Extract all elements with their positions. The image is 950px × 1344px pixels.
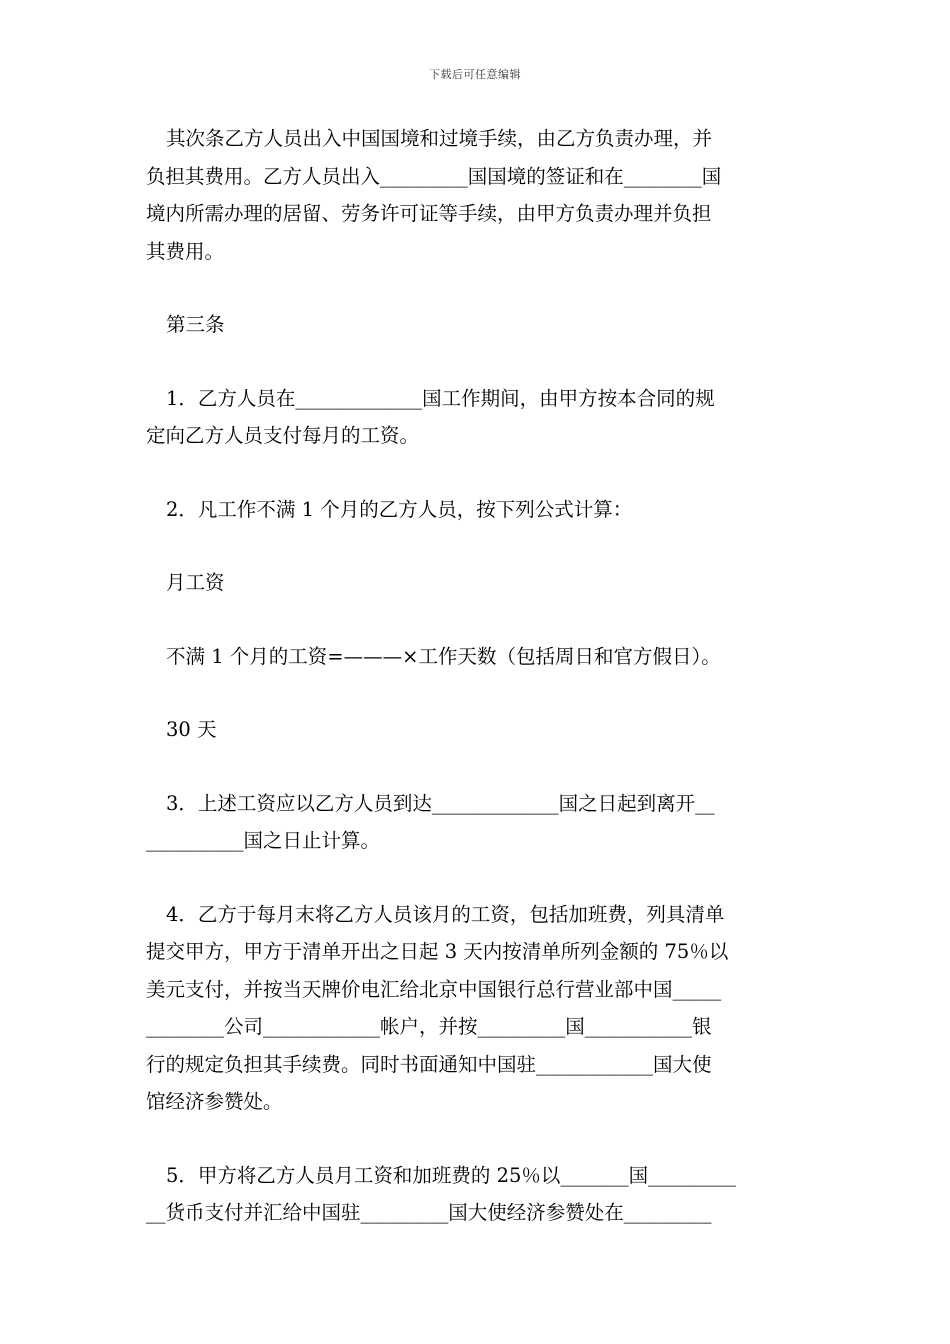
text-line: 美元支付，并按当天牌价电汇给北京中国银行总行营业部中国_____ <box>146 977 722 1001</box>
text-line: 馆经济参赞处。 <box>146 1090 283 1113</box>
text-line: 5．甲方将乙方人员月工资和加班费的 25％以_______国_________ <box>166 1163 736 1187</box>
text-line: 负担其费用。乙方人员出入_________国国境的签证和在________国 <box>146 164 722 188</box>
text-line: 其次条乙方人员出入中国国境和过境手续，由乙方负责办理，并 <box>166 127 713 150</box>
formula-denominator <box>146 711 808 749</box>
text-line: __货币支付并汇给中国驻_________国大使经济参赞处在_________ <box>146 1201 712 1224</box>
paragraph-item-3 <box>146 785 808 860</box>
text-line: 不满 1 个月的工资=———×工作天数（包括周日和官方假日）。 <box>166 644 721 668</box>
text-line: __________国之日止计算。 <box>146 829 381 852</box>
text-line: 定向乙方人员支付每月的工资。 <box>146 424 420 447</box>
text-line: 第三条 <box>166 313 225 336</box>
text-line: 境内所需办理的居留、劳务许可证等手续，由甲方负责办理并负担 <box>146 202 712 225</box>
formula-numerator <box>146 564 808 602</box>
text-line: 行的规定负担其手续费。同时书面通知中国驻____________国大使 <box>146 1052 712 1076</box>
paragraph-item-1 <box>146 380 808 455</box>
text-line: 30 天 <box>166 718 217 741</box>
text-line: 月工资 <box>166 571 225 594</box>
text-line: ________公司____________帐户，并按_________国___________银 <box>146 1015 712 1038</box>
text-line: 1．乙方人员在_____________国工作期间，由甲方按本合同的规 <box>166 386 715 410</box>
paragraph-item-2 <box>146 491 808 529</box>
paragraph-visa-procedures <box>146 120 808 270</box>
paragraph-item-5 <box>146 1157 808 1232</box>
text-line: 2．凡工作不满 1 个月的乙方人员，按下列公式计算： <box>166 497 633 521</box>
text-line: 其费用。 <box>146 239 225 263</box>
paragraph-item-4 <box>146 896 808 1121</box>
text-line: 4．乙方于每月末将乙方人员该月的工资，包括加班费，列具清单 <box>166 902 725 926</box>
text-line: 提交甲方，甲方于清单开出之日起 3 天内按清单所列金额的 75％以 <box>146 940 729 963</box>
document-body <box>146 120 808 1268</box>
formula-line <box>146 638 808 676</box>
text-line: 3．上述工资应以乙方人员到达_____________国之日起到离开__ <box>166 791 715 815</box>
page-header: 下载后可任意编辑 <box>429 68 521 81</box>
article-heading <box>146 306 808 344</box>
